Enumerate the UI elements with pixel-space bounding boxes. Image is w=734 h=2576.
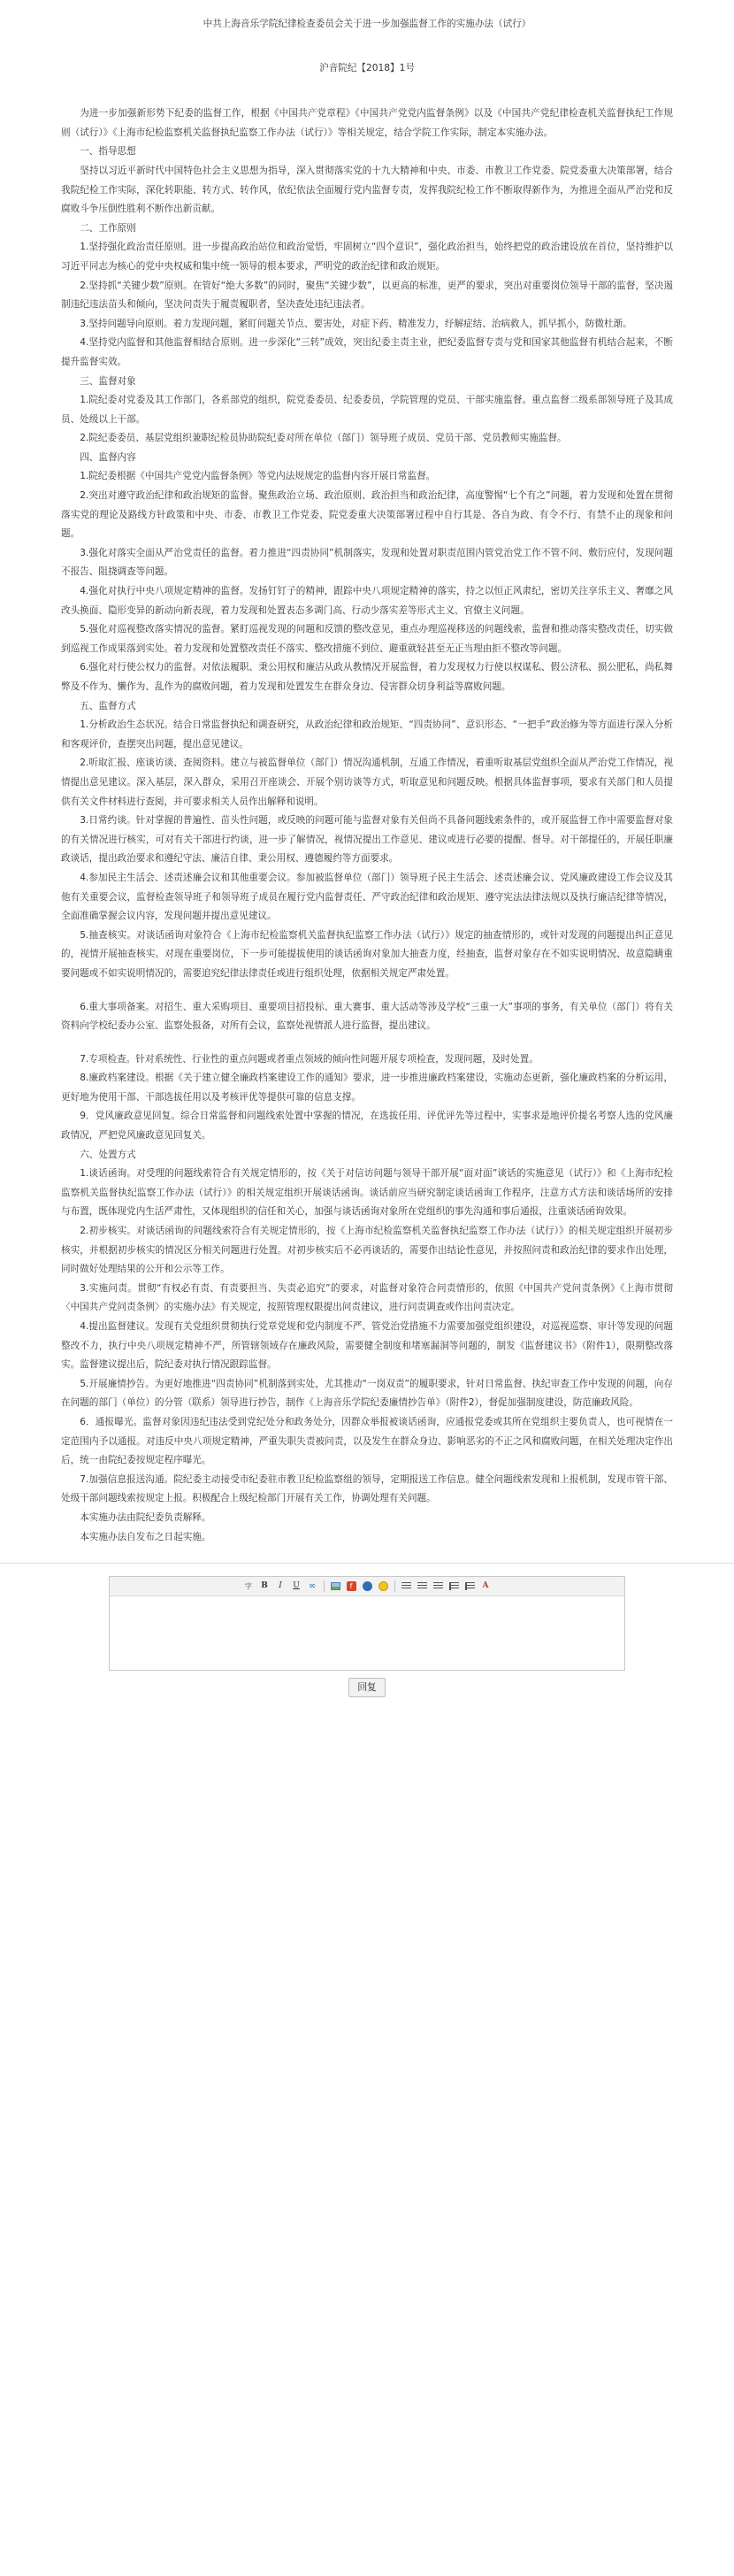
fontname-icon[interactable]: 字: [245, 1582, 252, 1591]
document-paragraph: 3.实施问责。贯彻“有权必有责、有责要担当、失责必追究”的要求，对监督对象符合问责情形的，依照《中国共产党问责条例》《上海市贯彻〈中国共产党问责条例〉的实施办法》有关规定，按照管理权限提出问责建议，进行问责调查或作出问责决定。: [61, 1282, 673, 1313]
paragraph-gap: [61, 1036, 673, 1050]
document-paragraph: 4.提出监督建议。发现有关党组织贯彻执行党章党规和党内制度不严、管党治党措施不力需要加强党组织建设，对巡视巡察、审计等发现的问题整改不力，执行中央八项规定精神不严，所管辖领域存在廉政风险，需要健全制度和堵塞漏洞等问题的，制发《监督建议书》（附件1），限期整改落实。监督建议提出后，院纪委对执行情况跟踪监督。: [61, 1321, 673, 1371]
document-paragraph: 7.加强信息报送沟通。院纪委主动接受市纪委驻市教卫纪检监察组的领导，定期报送工作信息。健全问题线索发现和上报机制，发现市管干部、处级干部问题线索按规定上报。积极配合上级纪检部门开展有关工作，协调处理有关问题。: [61, 1473, 673, 1504]
document-paragraph: 7.专项检查。针对系统性、行业性的重点问题或者重点领域的倾向性问题开展专项检查，发现问题，及时处置。: [80, 1053, 539, 1065]
document-paragraph: 1.坚持强化政治责任原则。进一步提高政治站位和政治觉悟，牢固树立“四个意识”，强化政治担当，始终把党的政治建设放在首位，坚持维护以习近平同志为核心的党中央权威和集中统一领导的根本要求，严明党的政治纪律和政治规矩。: [61, 242, 673, 272]
document-title: 中共上海音乐学院纪律检查委员会关于进一步加强监督工作的实施办法（试行）: [203, 19, 531, 29]
document-paragraph: 为进一步加强新形势下纪委的监督工作，根据《中国共产党章程》《中国共产党党内监督条例》以及《中国共产党纪律检查机关监督执纪工作规则（试行）》《上海市纪检监察机关监督执纪监察工作办法（试行）》等相关规定，结合学院工作实际，制定本实施办法。: [61, 108, 673, 138]
document-paragraph: 6.重大事项备案。对招生、重大采购项目、重要项目招投标、重大赛事、重大活动等涉及学校“三重一大”事项的事务，有关单位（部门）将有关资料向学校纪委办公室、监察处报备，对所有会议，监察处视情派人进行监督，提出建议。: [61, 1001, 673, 1032]
bold-icon[interactable]: B: [261, 1581, 268, 1591]
toolbar-separator: [394, 1580, 395, 1592]
unordered-list-icon[interactable]: [463, 1580, 477, 1593]
justify-right-icon[interactable]: [432, 1580, 445, 1593]
document-paragraph: 本实施办法自发布之日起实施。: [80, 1531, 211, 1542]
link-icon[interactable]: ∞: [308, 1581, 317, 1592]
document-paragraph: 2.初步核实。对谈话函询的问题线索符合有关规定情形的，按《上海市纪检监察机关监督执纪监察工作办法（试行）》的相关规定组织开展初步核实，并根据初步核实的情况区分相关问题进行处置。对初步核实后不必再谈话的，需要作出结论性意见，并按照问责和政治纪律的要求作出处理，同时做好处理结果的公开和公示等工作。: [61, 1226, 673, 1275]
document-paragraph: 三、监督对象: [80, 375, 136, 387]
document-paragraph: 9．党风廉政意见回复。综合日常监督和问题线索处置中掌握的情况，在选拔任用、评优评先等过程中，实事求是地评价提名考察人选的党风廉政情况，严把党风廉政意见回复关。: [61, 1111, 673, 1142]
document-paragraph: 五、监督方式: [80, 700, 136, 711]
face-icon[interactable]: [377, 1580, 390, 1593]
document-paragraph: 3.坚持问题导向原则。着力发现问题，紧盯问题关节点、要害处，对症下药、精准发力，纾解症结、治病救人，抓早抓小，防微杜渐。: [80, 318, 632, 329]
document-paragraph: 6．通报曝光。监督对象因违纪违法受到党纪处分和政务处分，因群众举报被谈话函询，应通报党委或其所在党组织主要负责人，也可视情在一定范围内予以通报。对违反中央八项规定精神，严重失职失责被问责，以及发生在群众身边、影响恶劣的不正之风和腐败问题，在相关处理决定作出后，统一由院纪委按规定程序曝光。: [61, 1416, 673, 1466]
media-icon[interactable]: [361, 1580, 374, 1593]
ordered-list-icon[interactable]: [447, 1580, 461, 1593]
paragraph-gap: [61, 984, 673, 998]
document-paragraph: 6.强化对行使公权力的监督。对依法履职、秉公用权和廉洁从政从教情况开展监督，着力发现权力行使以权谋私、假公济私、损公肥私，尚私舞弊及不作为、懒作为、乱作为的腐败问题，着力发现和处置发生在群众身边、侵害群众切身利益等腐败问题。: [61, 662, 673, 692]
document-paragraph: 2.坚持抓“关键少数”原则。在管好“绝大多数”的同时，聚焦“关键少数”，以更高的标准，更严的要求，突出对重要岗位领导干部的监督，坚决遏制违纪违法苗头和倾向，坚决问责失于履责履职者，坚决查处违纪违法者。: [61, 280, 673, 311]
document-paragraph: 一、指导思想: [80, 146, 136, 158]
document-paragraph: 1.院纪委根据《中国共产党党内监督条例》等党内法规规定的监督内容开展日常监督。: [80, 471, 436, 482]
document-paragraph: 2.院纪委委员、基层党组织兼职纪检员协助院纪委对所在单位（部门）领导班子成员、党员干部、党员教师实施监督。: [80, 433, 567, 444]
document-paragraph: 4.强化对执行中央八项规定精神的监督。发扬钉钉子的精神，跟踪中央八项规定精神的落实，持之以恒正风肃纪，密切关注享乐主义、奢靡之风改头换面、隐形变异的新动向新表现，着力发现和处置表态多调门高、行动少落实差等形式主义、官僚主义问题。: [61, 586, 673, 616]
document-paragraph: 5.抽查核实。对谈话函询对象符合《上海市纪检监察机关监督执纪监察工作办法（试行）》规定的抽查情形的，或针对发现的问题提出纠正意见的，视情开展抽查核实。对现在重要岗位，下一步可能提拔使用的谈话函询对象加大抽查力度，经抽查，监督对象存在不如实说明情况、故意隐瞒重要问题或不如实说明情况的，需要追究纪律法律责任或进行组织处理，依据相关规定严肃处置。: [61, 929, 673, 979]
reply-area: [0, 1564, 734, 1710]
document-paragraph: 2.突出对遵守政治纪律和政治规矩的监督。聚焦政治立场、政治原则、政治担当和政治纪律，高度警惕“七个有之”问题，着力发现和处置在贯彻落实党的理论及路线方针政策和中央、市委、市教卫工作党委、院党委重大决策部署过程中自行其是、各自为政、有令不行、有禁不止的现象和问题。: [61, 490, 673, 540]
document-paragraph: 二、工作原则: [80, 222, 136, 234]
document-paragraph: 5.开展廉情抄告。为更好地推进“四责协同”机制落到实处，尤其推动“一岗双责”的履职要求，针对日常监督、执纪审查工作中发现的问题，向存在问题的部门（单位）的分管（联系）领导进行抄告，制作《上海音乐学院纪委廉情抄告单》（附件2），督促加强制度建设，防范廉政风险。: [61, 1378, 673, 1409]
document-paragraph: 1.分析政治生态状况。结合日常监督执纪和调查研究，从政治纪律和政治规矩、“四责协同”、意识形态、“一把手”政治修为等方面进行深入分析和客观评价，查摆突出问题，提出意见建议。: [61, 719, 673, 750]
document-paragraph: 4.坚持党内监督和其他监督相结合原则。进一步深化“三转”成效，突出纪委主责主业，把纪委监督专责与党和国家其他监督有机结合起来，不断提升监督实效。: [61, 337, 673, 367]
editor-toolbar: [110, 1577, 624, 1596]
toolbar-separator: [324, 1580, 325, 1592]
image-icon[interactable]: [329, 1580, 342, 1593]
rich-text-editor[interactable]: [109, 1576, 625, 1671]
document-paragraph: 3.强化对落实全面从严治党责任的监督。着力推进“四责协同”机制落实，发现和处置对职责范围内管党治党工作不管不问、敷衍应付，发现问题不报告、阻挠调查等问题。: [61, 547, 673, 578]
document-body: [61, 104, 673, 1547]
document-paragraph: 5.强化对巡视整改落实情况的监督。紧盯巡视发现的问题和反馈的整改意见，重点办理巡视移送的问题线索，监督和推动落实整改责任，切实做到巡视工作成果落到实处。着力发现和处置整改责任不落实、整改措施不到位、避重就轻甚至无正当理由拒不整改等问题。: [61, 624, 673, 654]
justify-center-icon[interactable]: [416, 1580, 429, 1593]
document-paragraph: 2.听取汇报、座谈访谈、查阅资料。建立与被监督单位（部门）情况沟通机制，互通工作情况，着重听取基层党组织全面从严治党工作情况，视情提出意见建议。深入基层，深入群众，采用召开座谈会、开展个别访谈等方式，听取意见和问题反映。根据具体监督事项，要求有关部门和人员提供有关文件材料进行查阅，并可要求相关人员作出解释和说明。: [61, 757, 673, 807]
document-paragraph: 本实施办法由院纪委负责解释。: [80, 1511, 211, 1523]
flash-icon[interactable]: f: [345, 1580, 358, 1593]
document-paragraph: 1.院纪委对党委及其工作部门，各系部党的组织，院党委委员、纪委委员，学院管理的党员、干部实施监督。重点监督二级系部领导班子及其成员、处级以上干部。: [61, 395, 673, 425]
document-paragraph: 1.谈话函询。对受理的问题线索符合有关规定情形的，按《关于对信访问题与领导干部开展“面对面”谈话的实施意见（试行）》和《上海市纪检监察机关监督执纪监察工作办法（试行）》的相关规定组织开展谈话函询。谈话前应当研究制定谈话函询工作程序，注意方式方法和谈话场所的安排与布置，既体现党内生活严肃性，又体现组织的信任和关心，加强与谈话函询对象所在党组织的事先沟通和事后通报，注重谈话函询效果。: [61, 1168, 673, 1218]
justify-left-icon[interactable]: [400, 1580, 413, 1593]
document-paragraph: 四、监督内容: [80, 451, 136, 463]
reply-input[interactable]: [110, 1596, 624, 1662]
reply-button[interactable]: 回复: [348, 1678, 385, 1697]
document-number: 沪音院纪【2018】1号: [319, 62, 415, 73]
italic-icon[interactable]: I: [279, 1581, 282, 1591]
document-paragraph: 8.廉政档案建设。根据《关于建立健全廉政档案建设工作的通知》要求，进一步推进廉政档案建设，实施动态更新，强化廉政档案的分析运用，更好地为使用干部、干部选拔任用以及考核评优等提供可靠的信息支撑。: [61, 1073, 673, 1103]
document-paragraph: 坚持以习近平新时代中国特色社会主义思想为指导，深入贯彻落实党的十九大精神和中央、市委、市教卫工作党委、院党委重大决策部署，结合我院纪检工作实际，深化转职能、转方式、转作风，依纪依法全面履行党内监督专责，发挥我院纪检工作不断取得新作为，为推进全面从严治党和反腐败斗争压倒性胜利不断作出新贡献。: [61, 165, 673, 215]
font-color-icon[interactable]: A: [482, 1581, 489, 1591]
document-paragraph: 4.参加民主生活会、述责述廉会议和其他重要会议。参加被监督单位（部门）领导班子民主生活会、述责述廉会议、党风廉政建设工作会议及其他有关重要会议，监督检查领导班子和领导班子成员在履行党内监督责任、严守政治纪律和政治规矩、遵守宪法法律法规以及执行廉洁纪律等情况，全面准确掌握会议内容，发现问题并提出意见建议。: [61, 872, 673, 922]
underline-icon[interactable]: U: [293, 1581, 300, 1591]
document-paragraph: 六、处置方式: [80, 1149, 136, 1160]
document-paragraph: 3.日常约谈。针对掌握的普遍性、苗头性问题，或反映的问题可能与监督对象有关但尚不具备问题线索条件的，或开展监督工作中需要监督对象的有关情况进行核实，可对有关干部进行约谈，进一步了解情况，视情况提出工作意见、建议或进行必要的提醒、督导。对干部提任的，开展任职廉政谈话，提出政治要求和遵纪守法、廉洁自律、秉公用权、遵德履约等方面要求。: [61, 815, 673, 865]
